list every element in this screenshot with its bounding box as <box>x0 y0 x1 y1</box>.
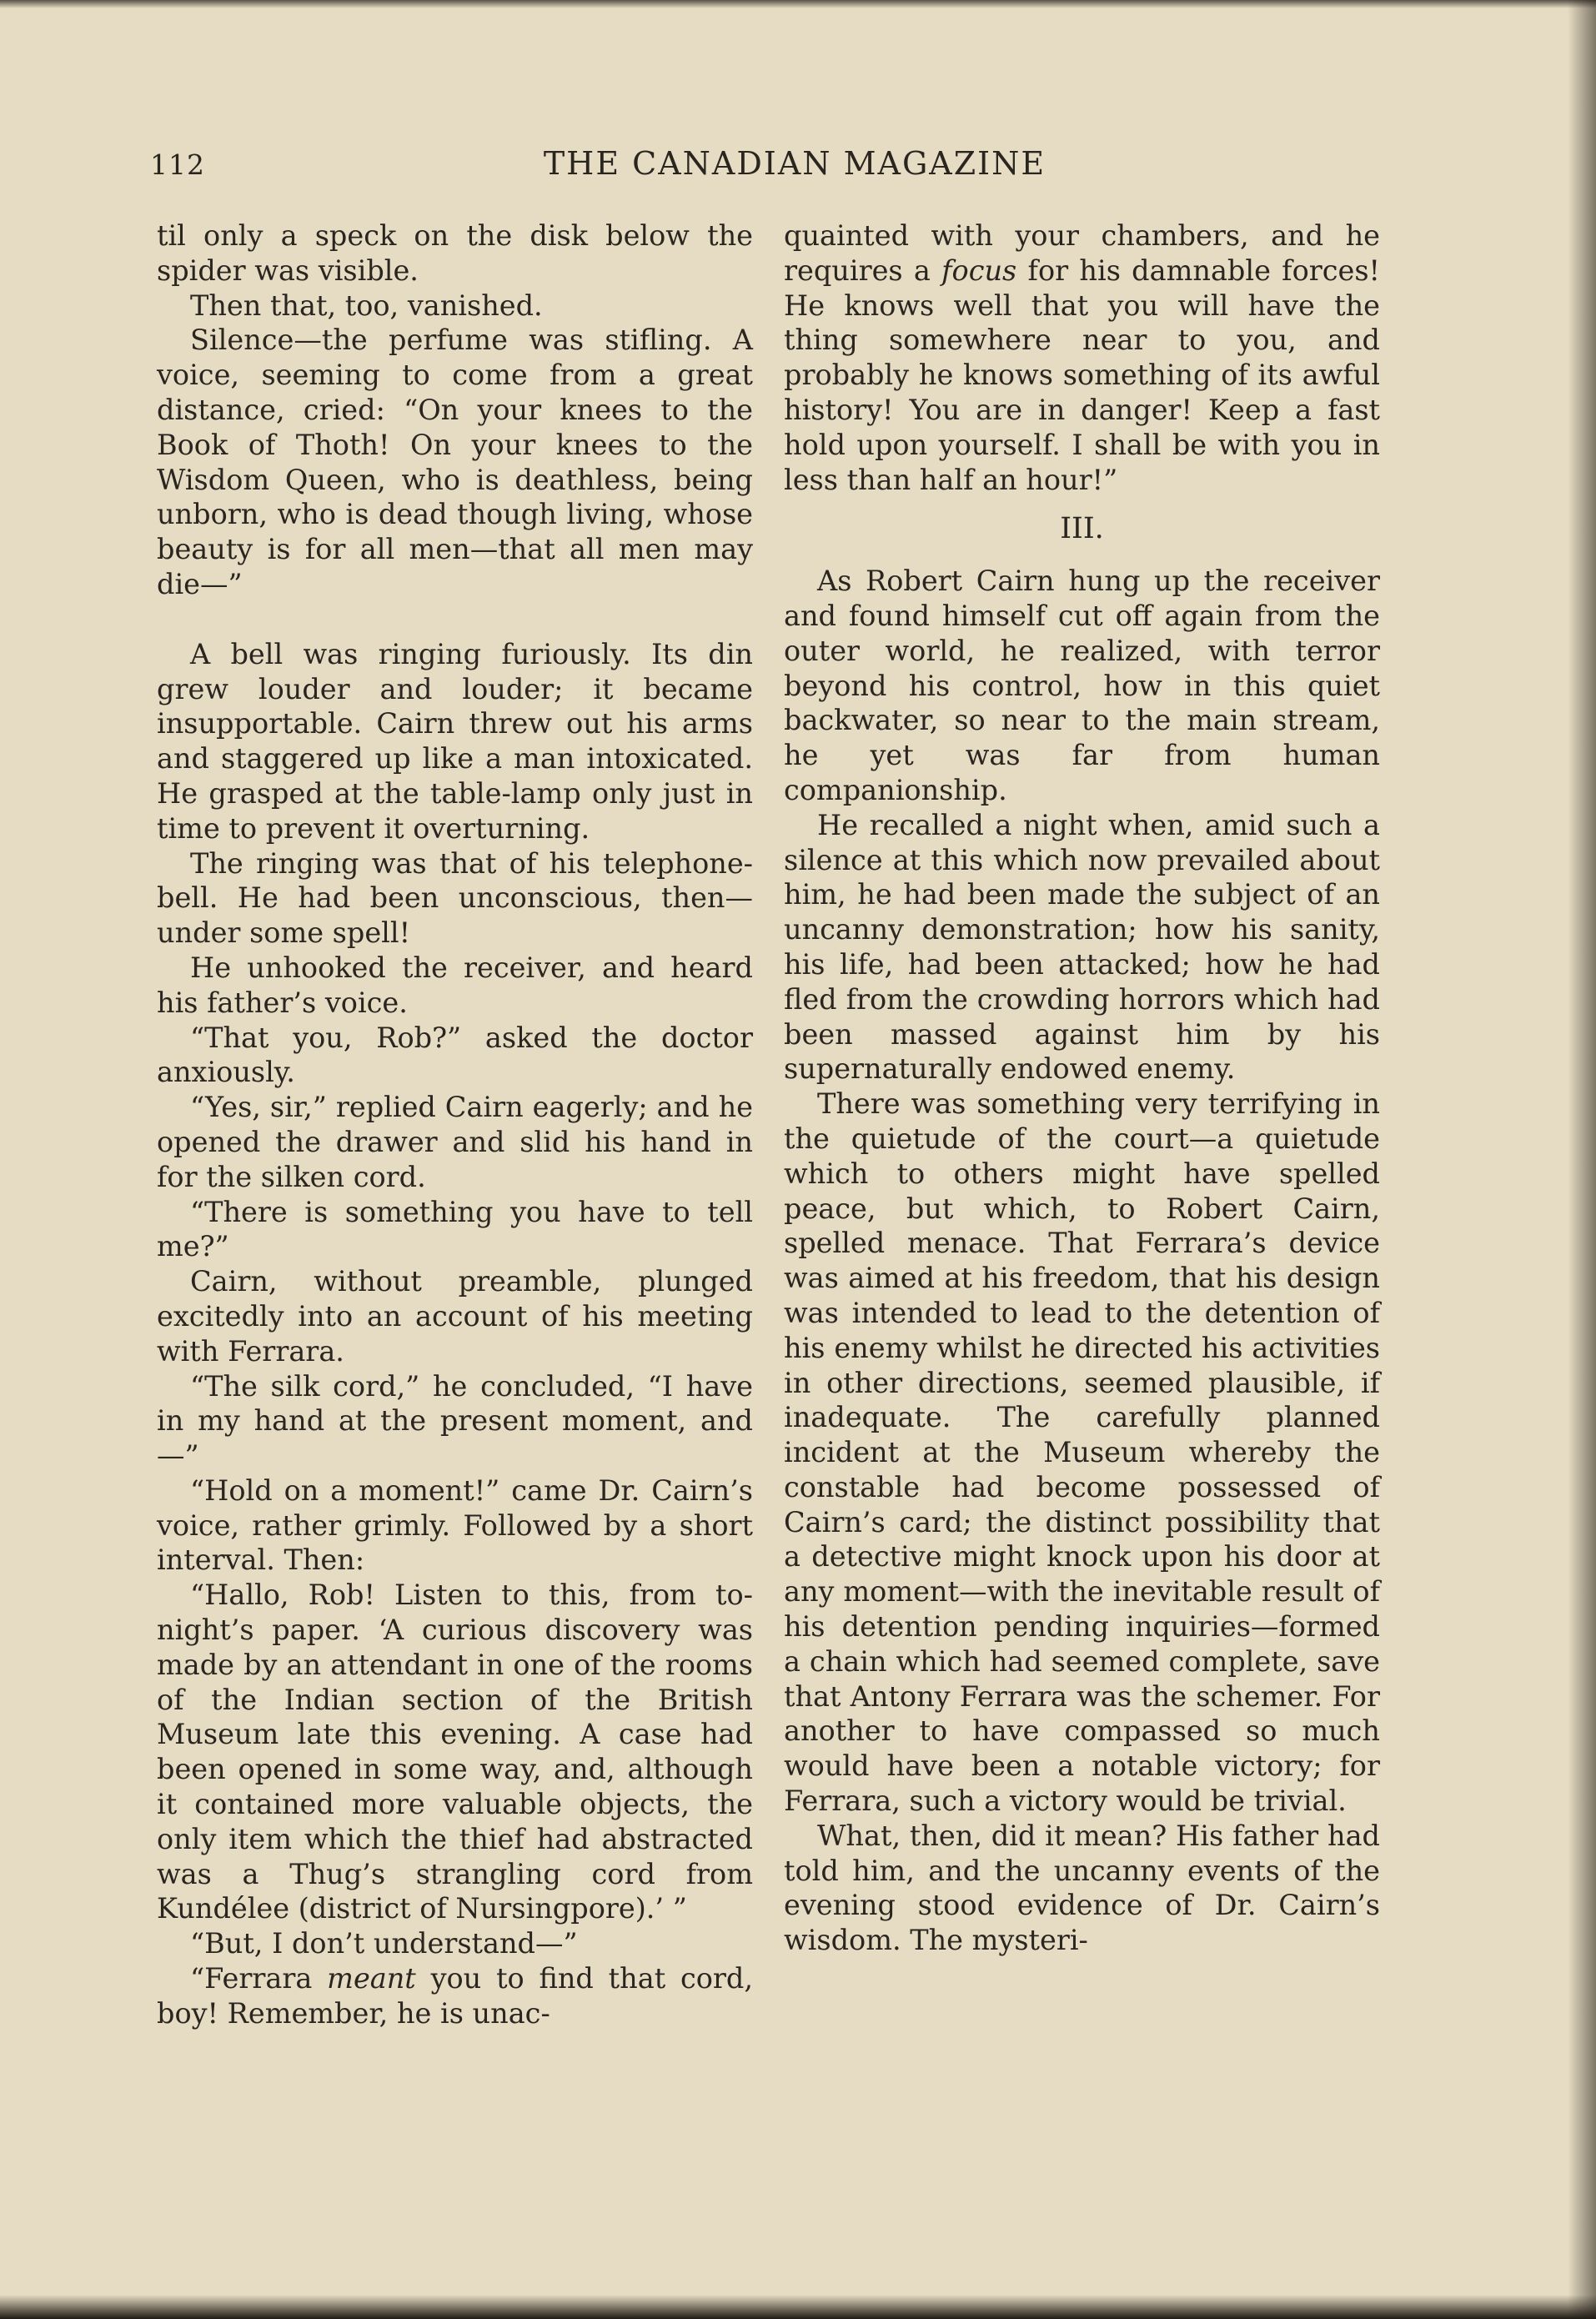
text-run: “Ferrara <box>190 1962 328 1995</box>
text-run: you to find that cord, boy! Remember, he is unac- <box>157 1962 754 2030</box>
page-header <box>150 140 1439 190</box>
section-heading: III. <box>1060 512 1104 546</box>
paragraph: “That you, Rob?” asked the doctor anxiously. <box>157 1021 753 1089</box>
page-edge-top <box>0 0 1596 8</box>
paragraph: The ringing was that of his telephone-bell. He had been unconscious, then—under some spell! <box>157 846 753 950</box>
paragraph <box>784 218 1380 497</box>
paragraph: til only a speck on the disk below the spider was visible. <box>157 219 753 287</box>
paragraph <box>157 1961 753 2031</box>
paragraph: “Yes, sir,” replied Cairn eagerly; and he opened the drawer and slid his hand in for the silken cord. <box>157 1091 753 1193</box>
running-title: THE CANADIAN MAGAZINE <box>543 145 1046 182</box>
paragraph: “Hold on a moment!” came Dr. Cairn’s voice, rather grimly. Followed by a short interval. Then: <box>157 1473 753 1577</box>
paragraph: Cairn, without preamble, plunged excitedly into an account of his meeting with Ferrara. <box>157 1265 753 1368</box>
paragraph: “Hallo, Rob! Listen to this, from to-night’s paper. ‘A curious discovery was made by an attendant in one of the rooms of the Indian section of the British Museum late this evening. A case had been opened in some way, and, although it contained more valuable objects, the only item which the thief had abstracted was a Thug’s strangling cord from Kundélee (district of Nursingpore).’ ” <box>157 1579 753 1925</box>
page-edge-bottom <box>0 2295 1596 2319</box>
paragraph: There was something very terrifying in the quietude of the court—a quietude which to others might have spelled peace, but which, to Robert Cairn, spelled menace. That Ferrara’s device was aimed at his freedom, that his design was intended to lead to the detention of his enemy whilst he directed his activities in other directions, seemed plausible, if inadequate. The carefully planned incident at the Museum whereby the constable had become possessed of Cairn’s card; the distinct possibility that a detective might knock upon his door at any moment—with the inevitable result of his detention pending inquiries—formed a chain which had seemed complete, save that Antony Ferrara was the schemer. For another to have compassed so much would have been a notable victory; for Ferrara, such a victory would be trivial. <box>784 1087 1380 1818</box>
paragraph: Silence—the perfume was stifling. A voice, seeming to come from a great distance, cried: “On your knees to the Book of Thoth! On your knees to the Wisdom Queen, who is deathless, being unborn, who is dead though living, whose beauty is for all men—that all men may die—” <box>157 324 753 600</box>
paragraph: “There is something you have to tell me?” <box>157 1195 753 1263</box>
paragraph: A bell was ringing furiously. Its din grew louder and louder; it became insupportable. Cairn threw out his arms and staggered up like a man intoxicated. He grasped at the table-lamp only just in time to prevent it overturning. <box>157 637 753 845</box>
paragraph: As Robert Cairn hung up the receiver and found himself cut off again from the outer world, he realized, with terror beyond his control, how in this quiet backwater, so near to the main stream, he yet was far from human companionship. <box>784 565 1380 806</box>
paragraph: He unhooked the receiver, and heard his father’s voice. <box>157 951 753 1019</box>
paragraph: “But, I don’t understand—” <box>190 1927 578 1960</box>
paragraph: “The silk cord,” he concluded, “I have in my hand at the present moment, and—” <box>157 1369 753 1473</box>
emphasized-word: meant <box>327 1962 416 1995</box>
page-edge-right <box>1568 0 1596 2319</box>
paragraph: What, then, did it mean? His father had told him, and the uncanny events of the evening stood evidence of Dr. Cairn’s wisdom. The mysteri- <box>784 1819 1380 1957</box>
page-number: 112 <box>150 148 205 181</box>
left-column <box>157 218 753 2031</box>
text-run: for his damnable forces! He knows well that you will have the thing somewhere near to you, and probably he knows something of its awful history! You are in danger! Keep a fast hold upon yourself. I shall be with you in less than half an hour!” <box>784 253 1381 496</box>
right-column <box>784 218 1380 1958</box>
paragraph: Then that, too, vanished. <box>190 289 543 322</box>
paragraph: He recalled a night when, amid such a silence at this which now prevailed about him, he had been made the subject of an uncanny demonstration; how his sanity, his life, had been attacked; how he had fled from the crowding horrors which had been massed against him by his supernaturally endowed enemy. <box>784 808 1380 1086</box>
emphasized-word: focus <box>941 253 1017 287</box>
text-run: quainted with your chambers, and he requires a <box>784 219 1380 287</box>
